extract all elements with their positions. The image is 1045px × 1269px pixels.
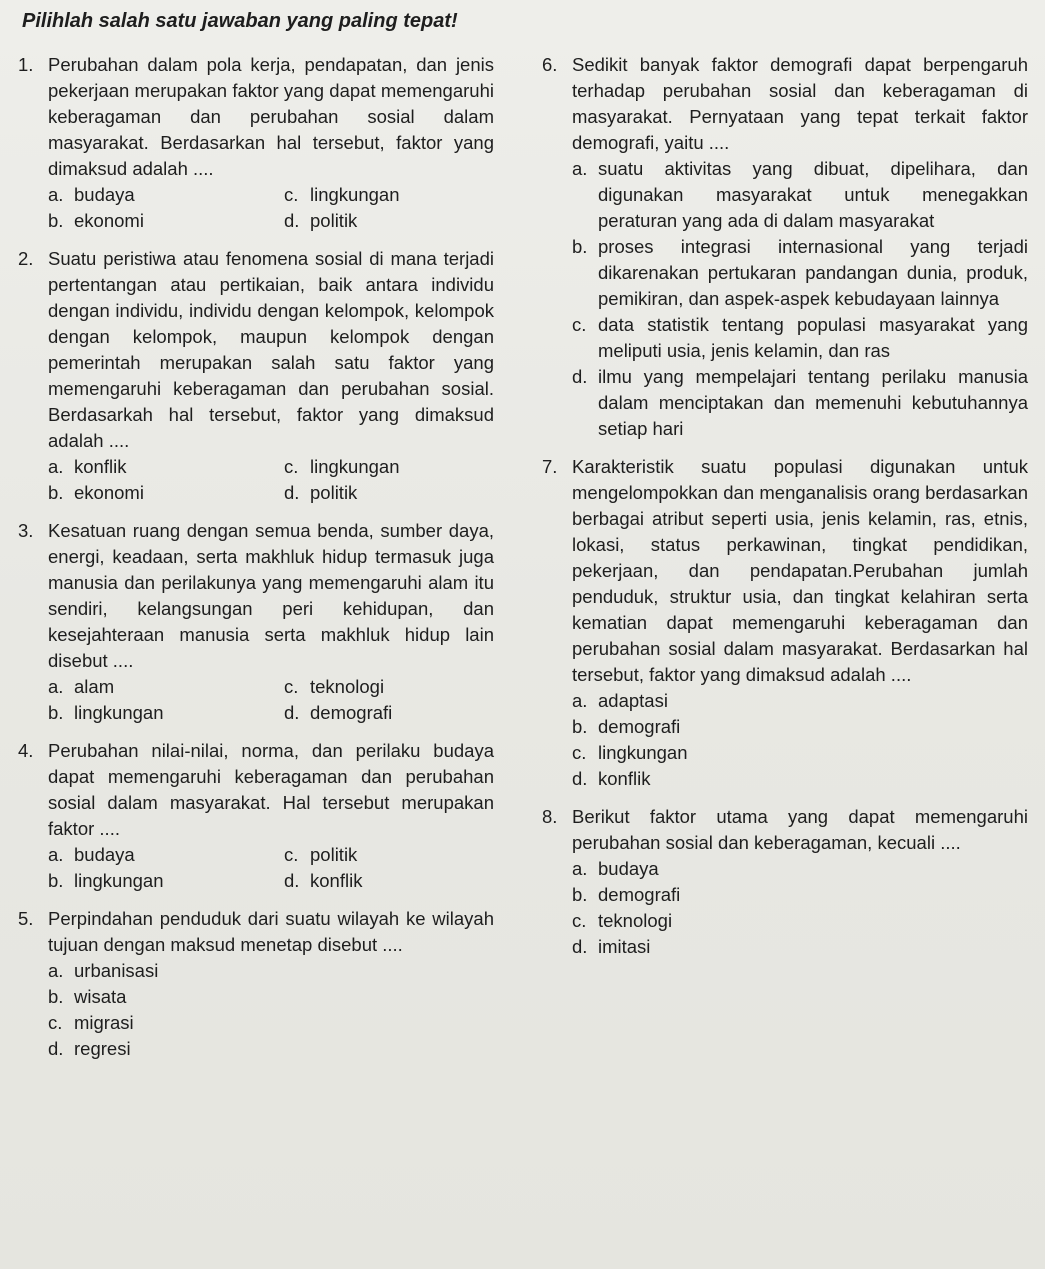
option-a[interactable]	[48, 958, 494, 984]
option-text: ilmu yang mempelajari tentang perilaku manusia dalam menciptakan dan memenuhi kebutuhannya setiap hari	[598, 366, 1028, 439]
option-letter: a.	[572, 690, 588, 711]
option-b[interactable]	[572, 234, 1028, 312]
option-text: wisata	[74, 986, 127, 1007]
option-text: lingkungan	[74, 870, 164, 891]
question-number: 7.	[542, 456, 558, 477]
option-a[interactable]	[48, 182, 284, 208]
option-letter: b.	[572, 236, 588, 257]
option-letter: d.	[284, 702, 300, 723]
question-7	[542, 454, 1028, 792]
option-text: politik	[310, 210, 358, 231]
option-d[interactable]	[572, 364, 1028, 442]
option-b[interactable]	[48, 700, 284, 726]
option-text: adaptasi	[598, 690, 668, 711]
instruction-title: Pilihlah salah satu jawaban yang paling tepat!	[22, 10, 458, 32]
option-text: budaya	[598, 858, 659, 879]
option-text: proses integrasi internasional yang terjadi dikarenakan pertukaran pandangan dunia, produk, pemikiran, dan aspek-aspek kebudayaan lainnya	[598, 236, 1028, 309]
question-text: Suatu peristiwa atau fenomena sosial di mana terjadi pertentangan atau pertikaian, baik antara individu dengan individu, individu dengan kelompok, kelompok dengan kelompok, maupun kelompok dengan pemerintah merupakan salah satu faktor yang memengaruhi keberagaman dan perubahan sosial. Berdasarkah hal tersebut, faktor yang dimaksud adalah ....	[48, 248, 494, 451]
option-text: urbanisasi	[74, 960, 159, 981]
option-letter: c.	[284, 184, 299, 205]
question-number: 4.	[18, 740, 34, 761]
right-column	[542, 52, 1028, 972]
question-text: Berikut faktor utama yang dapat memengaruhi perubahan sosial dan keberagaman, kecuali ....	[572, 806, 1028, 853]
option-text: demografi	[310, 702, 393, 723]
option-letter: b.	[48, 986, 64, 1007]
option-a[interactable]	[572, 688, 1028, 714]
option-d[interactable]	[284, 480, 494, 506]
option-text: politik	[310, 482, 358, 503]
option-a[interactable]	[48, 674, 284, 700]
option-letter: d.	[284, 870, 300, 891]
option-letter: b.	[48, 210, 64, 231]
option-text: konflik	[310, 870, 363, 891]
option-letter: d.	[284, 210, 300, 231]
option-text: imitasi	[598, 936, 651, 957]
option-text: lingkungan	[310, 456, 400, 477]
option-letter: b.	[48, 482, 64, 503]
question-number: 6.	[542, 54, 558, 75]
option-letter: c.	[572, 910, 587, 931]
option-text: lingkungan	[310, 184, 400, 205]
question-text: Sedikit banyak faktor demografi dapat berpengaruh terhadap perubahan sosial dan keberagaman di masyarakat. Pernyataan yang tepat terkait faktor demografi, yaitu ....	[572, 54, 1028, 153]
option-a[interactable]	[572, 156, 1028, 234]
option-a[interactable]	[48, 842, 284, 868]
option-letter: d.	[284, 482, 300, 503]
option-letter: b.	[48, 702, 64, 723]
option-letter: c.	[284, 456, 299, 477]
option-letter: a.	[48, 456, 64, 477]
question-text: Perubahan dalam pola kerja, pendapatan, dan jenis pekerjaan merupakan faktor yang dapat memengaruhi keberagaman dan perubahan sosial dalam masyarakat. Berdasarkan hal tersebut, faktor yang dimaksud adalah ....	[48, 54, 494, 179]
option-c[interactable]	[284, 842, 494, 868]
option-b[interactable]	[572, 882, 1028, 908]
question-text: Karakteristik suatu populasi digunakan untuk mengelompokkan dan menganalisis orang berdasarkan berbagai atribut seperti usia, jenis kelamin, ras, etnis, lokasi, status perkawinan, tingkat pendidikan, pekerjaan, dan pendapatan.Perubahan jumlah penduduk, struktur usia, dan tingkat kelahiran serta kematian dapat memengaruhi keberagaman dan perubahan sosial dalam masyarakat. Berdasarkan hal tersebut, faktor yang dimaksud adalah ....	[572, 456, 1028, 685]
option-text: data statistik tentang populasi masyarakat yang meliputi usia, jenis kelamin, dan ras	[598, 314, 1028, 361]
option-d[interactable]	[572, 934, 1028, 960]
option-text: budaya	[74, 184, 135, 205]
option-letter: c.	[284, 676, 299, 697]
option-letter: b.	[572, 884, 588, 905]
option-letter: a.	[48, 960, 64, 981]
option-a[interactable]	[48, 454, 284, 480]
option-letter: b.	[572, 716, 588, 737]
question-text: Perubahan nilai-nilai, norma, dan perilaku budaya dapat memengaruhi keberagaman dan perubahan sosial dalam masyarakat. Hal tersebut merupakan faktor ....	[48, 740, 494, 839]
option-text: konflik	[74, 456, 127, 477]
question-number: 8.	[542, 806, 558, 827]
option-c[interactable]	[572, 312, 1028, 364]
option-text: regresi	[74, 1038, 131, 1059]
option-text: lingkungan	[74, 702, 164, 723]
question-8	[542, 804, 1028, 960]
option-text: demografi	[598, 884, 681, 905]
option-c[interactable]	[572, 908, 1028, 934]
option-letter: d.	[572, 768, 588, 789]
option-letter: c.	[284, 844, 299, 865]
option-b[interactable]	[572, 714, 1028, 740]
option-c[interactable]	[284, 454, 494, 480]
option-letter: c.	[48, 1012, 63, 1033]
option-d[interactable]	[572, 766, 1028, 792]
question-text: Perpindahan penduduk dari suatu wilayah ke wilayah tujuan dengan maksud menetap disebut ....	[48, 908, 494, 955]
question-number: 3.	[18, 520, 34, 541]
option-text: migrasi	[74, 1012, 134, 1033]
option-letter: d.	[572, 366, 588, 387]
option-text: teknologi	[598, 910, 673, 931]
question-4	[18, 738, 494, 894]
option-letter: b.	[48, 870, 64, 891]
option-d[interactable]	[284, 700, 494, 726]
option-letter: c.	[572, 742, 587, 763]
question-3	[18, 518, 494, 726]
option-letter: a.	[572, 158, 588, 179]
option-letter: a.	[572, 858, 588, 879]
question-number: 5.	[18, 908, 34, 929]
left-column	[18, 52, 494, 1074]
option-letter: d.	[48, 1038, 64, 1059]
option-b[interactable]	[48, 868, 284, 894]
option-d[interactable]	[48, 1036, 494, 1062]
question-text: Kesatuan ruang dengan semua benda, sumber daya, energi, keadaan, serta makhluk hidup termasuk juga manusia dan perilakunya yang memengaruhi alam itu sendiri, kelangsungan peri kehidupan, dan kesejahteraan manusia serta makhluk hidup lain disebut ....	[48, 520, 494, 671]
option-b[interactable]	[48, 984, 494, 1010]
option-text: ekonomi	[74, 482, 144, 503]
option-text: alam	[74, 676, 115, 697]
question-6	[542, 52, 1028, 442]
question-5	[18, 906, 494, 1062]
option-a[interactable]	[572, 856, 1028, 882]
option-letter: c.	[572, 314, 587, 335]
option-letter: a.	[48, 676, 64, 697]
option-b[interactable]	[48, 208, 284, 234]
question-2	[18, 246, 494, 506]
option-letter: a.	[48, 844, 64, 865]
option-letter: d.	[572, 936, 588, 957]
option-text: ekonomi	[74, 210, 144, 231]
option-text: lingkungan	[598, 742, 688, 763]
option-c[interactable]	[284, 182, 494, 208]
question-1	[18, 52, 494, 234]
option-text: budaya	[74, 844, 135, 865]
option-c[interactable]	[284, 674, 494, 700]
option-text: konflik	[598, 768, 651, 789]
option-text: suatu aktivitas yang dibuat, dipelihara, dan digunakan masyarakat untuk menegakkan peraturan yang ada di dalam masyarakat	[598, 158, 1028, 231]
option-text: teknologi	[310, 676, 385, 697]
option-c[interactable]	[48, 1010, 494, 1036]
option-text: politik	[310, 844, 358, 865]
option-text: demografi	[598, 716, 681, 737]
option-d[interactable]	[284, 868, 494, 894]
option-b[interactable]	[48, 480, 284, 506]
question-number: 1.	[18, 54, 34, 75]
option-c[interactable]	[572, 740, 1028, 766]
option-letter: a.	[48, 184, 64, 205]
question-number: 2.	[18, 248, 34, 269]
option-d[interactable]	[284, 208, 494, 234]
